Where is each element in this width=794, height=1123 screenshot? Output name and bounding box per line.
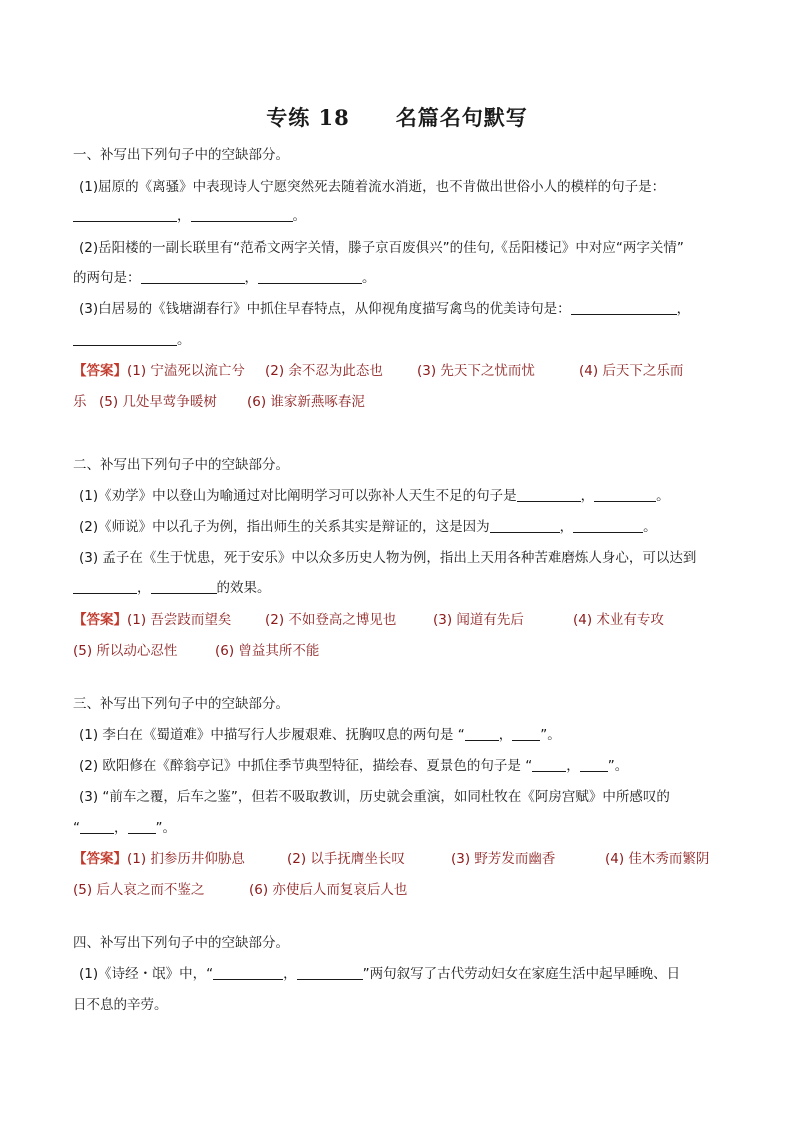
title-text: 名篇名句默写 [395,105,528,130]
answer-tag: 【答案】 [73,851,127,867]
s1-question-1-blanks: ， 。 [73,206,733,226]
section-3-heading: 三、补写出下列句子中的空缺部分。 [73,696,289,712]
s1-question-3: (3)白居易的《钱塘湖春行》中抓住早春特点，从仰视角度描写禽鸟的优美诗句是： ， [79,301,691,317]
s1-answer-line-1: 【答案】(1) 宁溘死以流亡兮 (2) 余不忍为此态也 (3) 先天下之忧而忧 (4) 后天下之乐而 [73,363,684,379]
section-2-heading: 二、补写出下列句子中的空缺部分。 [73,457,289,473]
section-4-heading: 四、补写出下列句子中的空缺部分。 [73,935,289,951]
answer-blank[interactable] [73,331,177,346]
s2-question-2: (2)《师说》中以孔子为例，指出师生的关系其实是辩证的，这是因为 ， 。 [79,519,657,535]
answer-blank[interactable] [532,757,566,772]
s3-question-2: (2) 欧阳修在《醉翁亭记》中抓住季节典型特征，描绘春、夏景色的句子是 “ ， ”。 [79,758,629,774]
s3-question-1: (1) 李白在《蜀道难》中描写行人步履艰难、抚胸叹息的两句是 “ ， ”。 [79,727,561,743]
s3-question-3: (3) “前车之覆，后车之鉴”，但若不吸取教训，历史就会重演，如同杜牧在《阿房宫赋》中所感叹的 [79,789,670,805]
s1-question-1: (1)屈原的《离骚》中表现诗人宁愿突然死去随着流水消逝，也不肯做出世俗小人的模样的句子是： [79,179,666,195]
answer-blank[interactable] [594,487,656,502]
s2-question-3: (3) 孟子在《生于忧患，死于安乐》中以众多历史人物为例，指出上天用各种苦难磨炼人身心，可以达到 [79,550,697,566]
s2-answer-line-2: (5) 所以动心忍性 (6) 曾益其所不能 [73,643,320,659]
s1-question-2-blanks: 的两句是： ， 。 [73,270,376,286]
s4-question-1: (1)《诗经・氓》中，“ ， ”两句叙写了古代劳动妇女在家庭生活中起早睡晚、日 [79,966,681,982]
answer-blank[interactable] [80,819,114,834]
answer-blank[interactable] [191,207,293,222]
section-1-heading: 一、补写出下列句子中的空缺部分。 [73,147,289,163]
answer-blank[interactable] [297,965,363,980]
answer-blank[interactable] [573,518,643,533]
s1-answer-line-2: 乐 (5) 几处早莺争暖树 (6) 谁家新燕啄春泥 [73,394,365,410]
page-title [0,102,794,132]
s2-answer-line-1: 【答案】(1) 吾尝跂而望矣 (2) 不如登高之博见也 (3) 闻道有先后 (4) 术业有专攻 [73,612,664,628]
answer-blank[interactable] [73,207,177,222]
answer-blank[interactable] [151,579,217,594]
s2-question-1: (1)《劝学》中以登山为喻通过对比阐明学习可以弥补人天生不足的句子是 ， 。 [79,488,670,504]
s3-answer-line-1: 【答案】(1) 扪参历井仰胁息 (2) 以手抚膺坐长叹 (3) 野芳发而幽香 (4) 佳木秀而繁阴 [73,851,710,867]
answer-blank[interactable] [141,269,245,284]
s3-question-3-blanks: “ ， ”。 [73,820,176,836]
title-label: 专练 18 [266,105,350,130]
s1-question-3-blanks: 。 [73,330,733,350]
s2-question-3-blanks: ， 的效果。 [73,578,733,598]
answer-blank[interactable] [73,579,137,594]
answer-blank[interactable] [258,269,362,284]
s3-answer-line-2: (5) 后人哀之而不鉴之 (6) 亦使后人而复哀后人也 [73,882,408,898]
answer-blank[interactable] [128,819,156,834]
answer-tag: 【答案】 [73,363,127,379]
answer-blank[interactable] [512,726,540,741]
answer-blank[interactable] [517,487,581,502]
answer-blank[interactable] [490,518,560,533]
answer-tag: 【答案】 [73,612,127,628]
answer-blank[interactable] [571,300,677,315]
answer-blank[interactable] [580,757,608,772]
answer-blank[interactable] [213,965,283,980]
s1-question-2: (2)岳阳楼的一副长联里有“范希文两字关情，滕子京百废俱兴”的佳句,《岳阳楼记》中对应“两字关情” [79,240,684,256]
answer-blank[interactable] [465,726,499,741]
s4-question-1-line-2: 日不息的辛劳。 [73,997,168,1013]
